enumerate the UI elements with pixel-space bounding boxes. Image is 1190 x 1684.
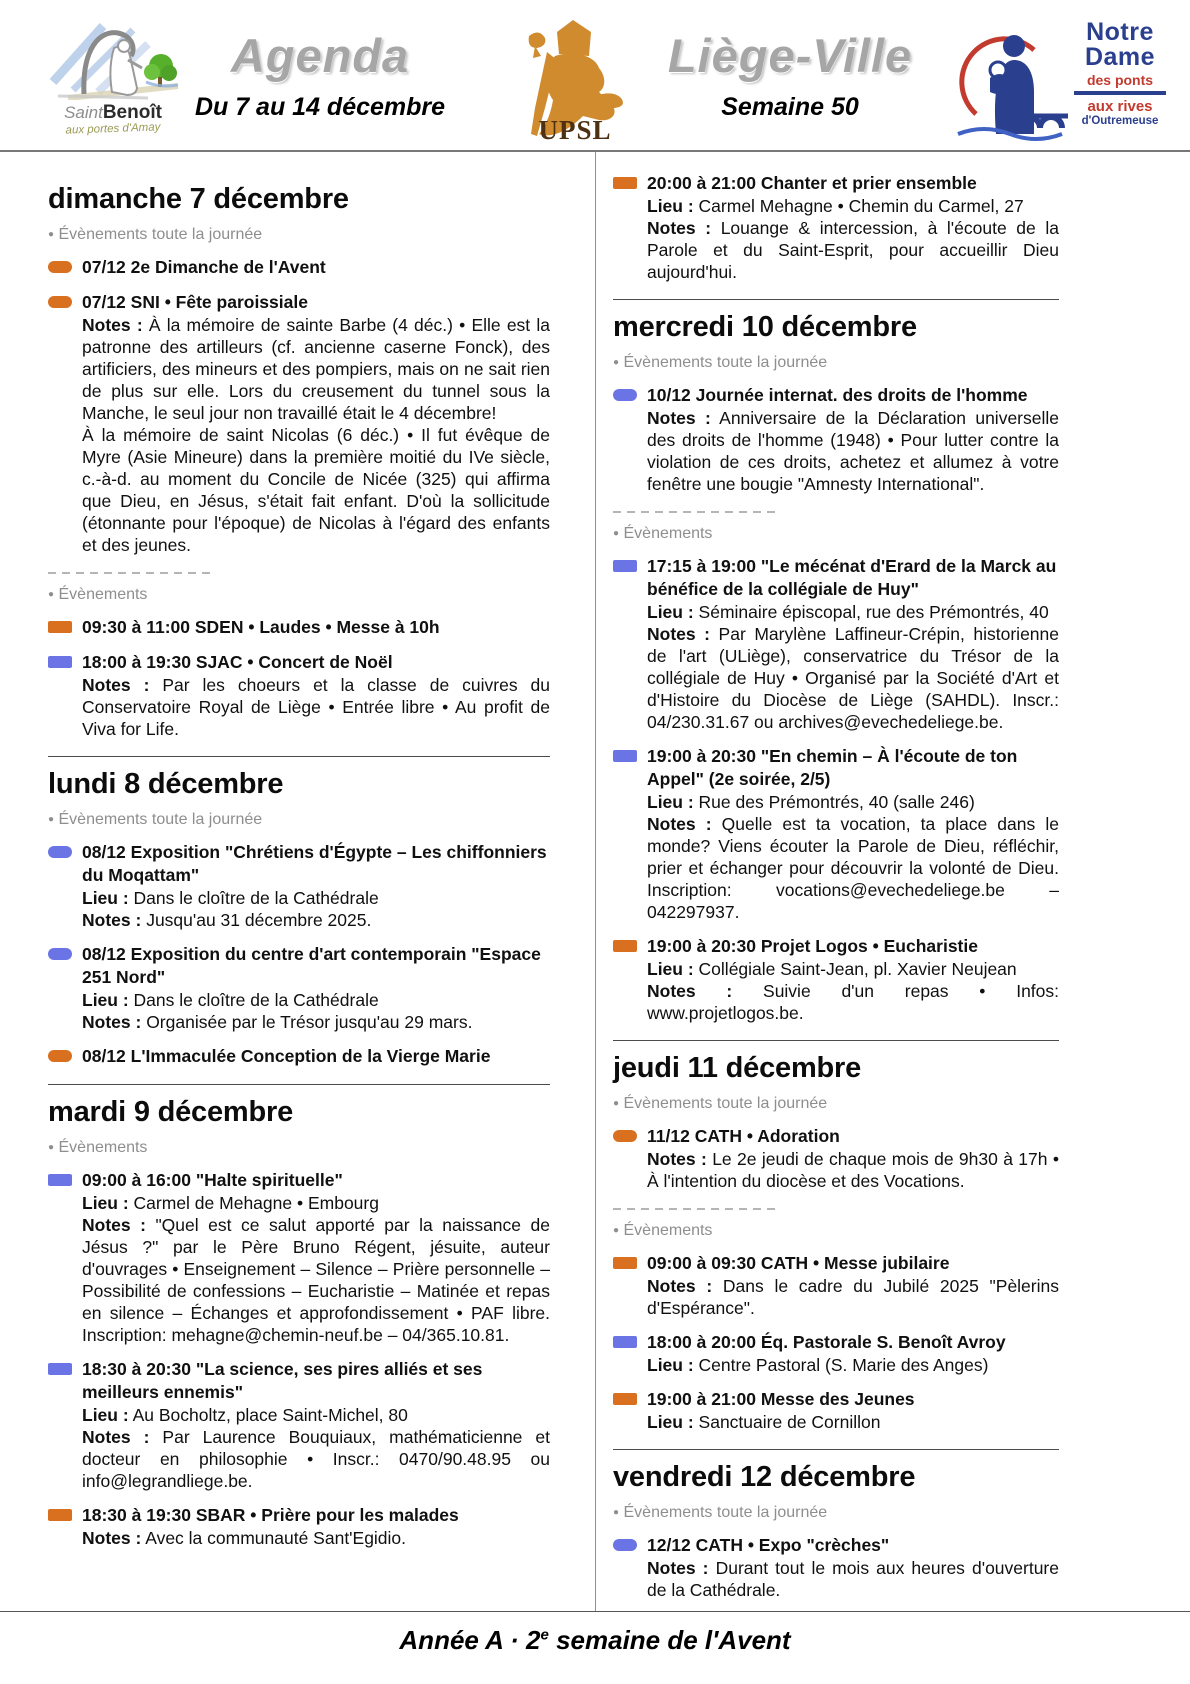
detail-label: Lieu :	[82, 1192, 129, 1213]
event-body	[82, 841, 550, 931]
event-title: 10/12 Journée internat. des droits de l'homme	[647, 384, 1028, 405]
agenda-title: Agenda	[230, 29, 410, 82]
event-detail-line: Notes : "Quel est ce salut apporté par la naissance de Jésus ?" par le Père Bruno Régent, jésuite, auteur d'ouvrages • Enseignement – Silence – Prière personnelle – Possibilité de confessions – Eucharistie – Matinée et repas en silence – Échanges et approfondissement • PAF libre. Inscription: mehagne@chemin-neuf.be – 04/365.10.81.	[82, 1214, 550, 1345]
event-detail-line: Notes : Suivie d'un repas • Infos: www.projetlogos.be.	[647, 980, 1060, 1023]
detail-label: Notes :	[647, 623, 710, 644]
day-title: mercredi 10 décembre	[613, 311, 917, 343]
event-category-marker	[613, 1393, 637, 1405]
notre-dame-logo-text	[1072, 20, 1168, 128]
event-title: 19:00 à 21:00 Messe des Jeunes	[647, 1388, 915, 1409]
event-detail-line: Lieu : Séminaire épiscopal, rue des Prémontrés, 40	[647, 601, 1049, 622]
saint-benoit-logo-tagline: aux portes d'Amay	[65, 121, 161, 137]
event-detail-line: Lieu : Rue des Prémontrés, 40 (salle 246)	[647, 791, 975, 812]
page-footer	[0, 1611, 1190, 1684]
event-detail-line: Notes : Louange & intercession, à l'écoute de la Parole et du Saint-Esprit, pour accueillir Dieu aujourd'hui.	[647, 218, 1059, 282]
logo-line: aux rives	[1087, 98, 1153, 115]
logo-line: Notre	[1086, 18, 1154, 46]
event-detail-line: Lieu : Carmel de Mehagne • Embourg	[82, 1192, 379, 1213]
event-category-marker	[613, 1257, 637, 1269]
event	[613, 1534, 1059, 1601]
event-body	[647, 1252, 1059, 1319]
event-category-marker	[613, 177, 637, 189]
event-title: 19:00 à 20:30 Projet Logos • Eucharistie	[647, 935, 978, 956]
event-title: 18:30 à 20:30 "La science, ses pires alliés et ses meilleurs ennemis"	[82, 1358, 483, 1402]
section-label: ● Évènements toute la journée	[613, 353, 828, 371]
bullet-icon: ●	[48, 588, 55, 600]
detail-label: Notes :	[82, 1214, 146, 1235]
event-category-marker	[613, 560, 637, 572]
bullet-icon: ●	[48, 228, 55, 240]
detail-label: Lieu :	[82, 989, 129, 1010]
event	[613, 172, 1059, 283]
event-body	[82, 943, 550, 1033]
event-category-marker	[613, 750, 637, 762]
event-category-marker	[48, 1509, 72, 1521]
detail-label: Notes :	[647, 218, 712, 238]
event	[48, 1045, 550, 1068]
event-category-marker	[613, 1539, 637, 1551]
section-label: ● Évènements	[613, 1221, 713, 1239]
event-category-marker	[613, 389, 637, 401]
event	[613, 555, 1059, 733]
event-category-marker	[48, 656, 72, 668]
city-title: Liège-Ville	[667, 29, 913, 82]
detail-label: Notes :	[82, 1426, 150, 1447]
detail-label: Lieu :	[82, 1404, 129, 1425]
event-title: 08/12 Exposition du centre d'art contemporain "Espace 251 Nord"	[82, 943, 541, 987]
detail-label: Notes :	[647, 813, 712, 834]
bullet-icon: ●	[613, 356, 620, 368]
event-detail-line: Lieu : Collégiale Saint-Jean, pl. Xavier Neujean	[647, 958, 1017, 979]
event-title: 09:00 à 09:30 CATH • Messe jubilaire	[647, 1252, 950, 1273]
detail-label: Lieu :	[647, 791, 694, 812]
event	[613, 1125, 1059, 1192]
event-detail-line: Notes : Anniversaire de la Déclaration universelle des droits de l'homme (1948) • Pour lutter contre la violation de ces droits, achetez et allumez à votre fenêtre une bougie "Amnesty International".	[647, 407, 1059, 494]
dashed-separator	[48, 572, 216, 574]
event-category-marker	[48, 846, 72, 858]
event-category-marker	[48, 1174, 72, 1186]
right-column	[613, 152, 1059, 1611]
day-separator-rule	[48, 1084, 550, 1085]
logo-line: Dame	[1084, 43, 1156, 71]
detail-label: Notes :	[647, 1275, 713, 1296]
detail-label: Notes :	[82, 1011, 142, 1032]
event-title: 07/12 2e Dimanche de l'Avent	[82, 256, 326, 277]
day-separator-rule	[613, 299, 1059, 300]
event-detail-line: Lieu : Sanctuaire de Cornillon	[647, 1411, 881, 1432]
agenda-date-range: Du 7 au 14 décembre	[194, 93, 446, 121]
detail-label: Notes :	[82, 314, 143, 335]
event	[48, 256, 550, 279]
event	[48, 841, 550, 931]
event-title: 20:00 à 21:00 Chanter et prier ensemble	[647, 173, 977, 193]
logo-line: des ponts	[1086, 72, 1154, 88]
event-title: 08/12 Exposition "Chrétiens d'Égypte – Les chiffonniers du Moqattam"	[82, 841, 547, 885]
page-header	[0, 0, 1190, 152]
day-title: mardi 9 décembre	[48, 1095, 294, 1128]
detail-label: Lieu :	[647, 196, 694, 216]
event-detail-line: Lieu : Au Bocholtz, place Saint-Michel, 80	[82, 1404, 408, 1425]
day-separator-rule	[613, 1449, 1059, 1450]
event-category-marker	[48, 296, 72, 308]
detail-label: Lieu :	[82, 887, 129, 908]
section-label: ● Évènements	[613, 524, 713, 542]
event-detail-line: Notes : Par les choeurs et la classe de cuivres du Conservatoire Royal de Liège • Entrée libre • Au profit de Viva for Life.	[82, 674, 550, 739]
week-number: Semaine 50	[721, 93, 859, 121]
event-body	[647, 555, 1059, 733]
event-title: 18:00 à 20:00 Éq. Pastorale S. Benoît Avroy	[647, 1331, 1006, 1352]
upsl-logo-text: UPSL	[538, 115, 612, 145]
detail-label: Lieu :	[647, 1411, 694, 1432]
event	[48, 943, 550, 1033]
bullet-icon: ●	[613, 527, 620, 539]
event-notes-paragraph: À la mémoire de saint Nicolas (6 déc.) • Il fut évêque de Myre (Asie Mineure) dans la première moitié du IVe siècle, c.-à-d. au moment du Concile de Nicée (325) qui affirma que Dieu, en Jésus, s'était fait enfant. D'où la sollicitude (étonnante pour l'époque) de Nicolas à l'égard des enfants et des jeunes.	[82, 424, 550, 555]
event-body	[82, 256, 550, 279]
event-detail-line: Lieu : Dans le cloître de la Cathédrale	[82, 887, 379, 908]
section-label: ● Évènements toute la journée	[613, 1503, 828, 1521]
event	[613, 384, 1059, 495]
event-detail-line: Lieu : Carmel Mehagne • Chemin du Carmel, 27	[647, 196, 1024, 216]
event	[48, 1169, 550, 1346]
event-title: 09:00 à 16:00 "Halte spirituelle"	[82, 1169, 343, 1190]
event-detail-line: Notes : Organisée par le Trésor jusqu'au 29 mars.	[82, 1011, 473, 1032]
bullet-icon: ●	[48, 1141, 55, 1153]
section-label: ● Évènements	[48, 585, 148, 603]
section-label: ● Évènements	[48, 1138, 148, 1156]
logo-divider-bar	[1074, 91, 1166, 95]
left-column	[48, 152, 550, 1611]
event-body	[647, 935, 1059, 1024]
event	[613, 745, 1059, 923]
event-body	[82, 1169, 550, 1346]
event-category-marker	[48, 261, 72, 273]
event-title: 11/12 CATH • Adoration	[647, 1125, 840, 1146]
event-title: 08/12 L'Immaculée Conception de la Vierge Marie	[82, 1045, 491, 1066]
event-body	[82, 616, 550, 639]
event-detail-line: Lieu : Centre Pastoral (S. Marie des Anges)	[647, 1354, 989, 1375]
event-detail-line: Notes : Avec la communauté Sant'Egidio.	[82, 1527, 407, 1548]
logo-name-part: Saint	[64, 103, 103, 122]
logo-line: d'Outremeuse	[1081, 115, 1159, 127]
event-detail-line: Notes : Le 2e jeudi de chaque mois de 9h30 à 17h • À l'intention du diocèse et des Vocations.	[647, 1148, 1059, 1191]
event	[613, 1252, 1059, 1319]
event	[613, 1388, 1059, 1433]
detail-label: Notes :	[82, 1527, 142, 1548]
event-category-marker	[613, 1336, 637, 1348]
day-title: dimanche 7 décembre	[48, 183, 349, 215]
event	[613, 935, 1059, 1024]
event	[48, 1358, 550, 1492]
event-category-marker	[48, 621, 72, 633]
detail-label: Notes :	[82, 909, 142, 930]
detail-label: Notes :	[647, 407, 711, 428]
event	[48, 291, 550, 556]
event-title: 18:30 à 19:30 SBAR • Prière pour les malades	[82, 1504, 459, 1525]
event-category-marker	[48, 948, 72, 960]
agenda-body	[0, 152, 1190, 1611]
event-body	[647, 172, 1059, 283]
event-title: 09:30 à 11:00 SDEN • Laudes • Messe à 10h	[82, 616, 440, 637]
detail-label: Notes :	[647, 980, 733, 1001]
day-title: jeudi 11 décembre	[613, 1051, 862, 1084]
notre-dame-logo-drawing	[948, 16, 1072, 142]
day-separator-rule	[613, 1040, 1059, 1041]
logo-name-part: Benoît	[102, 102, 162, 123]
event-title: 12/12 CATH • Expo "crèches"	[647, 1534, 890, 1555]
event-body	[82, 291, 550, 556]
event-detail-line: Notes : Quelle est ta vocation, ta place dans le monde? Viens écouter la Parole de Dieu, réfléchir, prier et échanger pour découvrir la volonté de Dieu. Inscription: vocations@evechedeliege.be – 042297937.	[647, 813, 1059, 922]
event-detail-line: Notes : Par Laurence Bouquiaux, mathématicienne et docteur en philosophie • Inscr.: 0470/90.48.95 ou info@legrandliege.be.	[82, 1426, 550, 1491]
detail-label: Notes :	[647, 1148, 707, 1169]
bullet-icon: ●	[613, 1097, 620, 1109]
event-body	[647, 745, 1059, 923]
day-title: vendredi 12 décembre	[613, 1460, 916, 1493]
event-body	[82, 651, 550, 740]
event-body	[647, 384, 1059, 495]
detail-label: Lieu :	[647, 958, 694, 979]
event-body	[647, 1534, 1059, 1601]
upsl-logo	[495, 16, 655, 144]
event	[48, 651, 550, 740]
section-label: ● Évènements toute la journée	[613, 1094, 828, 1112]
dashed-separator	[613, 1208, 781, 1210]
dashed-separator	[613, 511, 781, 513]
event-detail-line: Notes : Dans le cadre du Jubilé 2025 "Pèlerins d'Espérance".	[647, 1275, 1059, 1318]
event-body	[82, 1504, 550, 1549]
event	[48, 616, 550, 639]
agenda-title-block	[170, 29, 470, 121]
event-body	[647, 1331, 1059, 1376]
liturgical-week-label: Année $A \cdot 2^e$ semaine de l'Avent	[399, 1625, 791, 1655]
event-category-marker	[613, 1130, 637, 1142]
event	[48, 1504, 550, 1549]
detail-label: Notes :	[82, 674, 150, 695]
column-divider	[595, 152, 596, 1611]
event-category-marker	[48, 1363, 72, 1375]
event-category-marker	[613, 940, 637, 952]
event-body	[647, 1388, 1059, 1433]
city-title-block	[650, 29, 930, 121]
event-detail-line: Notes : Par Marylène Laffineur-Crépin, historienne de l'art (ULiège), conservatrice du Trésor de la collégiale de Huy • Organisé par la Société d'Art et d'Histoire du Diocèse de Liège (SAHDL). Inscr.: 04/230.31.67 ou archives@evechedeliege.be.	[647, 623, 1060, 732]
event-title: 17:15 à 19:00 "Le mécénat d'Erard de la Marck au bénéfice de la collégiale de Huy"	[647, 555, 1057, 599]
bullet-icon: ●	[613, 1506, 620, 1518]
event-detail-line: Lieu : Dans le cloître de la Cathédrale	[82, 989, 379, 1010]
notre-dame-logo	[948, 16, 1168, 142]
event-detail-line: Notes : Jusqu'au 31 décembre 2025.	[82, 909, 372, 930]
day-separator-rule	[48, 756, 550, 757]
event-title: 18:00 à 19:30 SJAC • Concert de Noël	[82, 651, 393, 672]
section-label: ● Évènements toute la journée	[48, 225, 263, 243]
detail-label: Notes :	[647, 1557, 709, 1578]
event-category-marker	[48, 1050, 72, 1062]
bullet-icon: ●	[48, 813, 55, 825]
event	[613, 1331, 1059, 1376]
event-body	[647, 1125, 1059, 1192]
event-title: 07/12 SNI • Fête paroissiale	[82, 291, 308, 312]
event-detail-line: Notes : Durant tout le mois aux heures d'ouverture de la Cathédrale.	[647, 1557, 1059, 1600]
day-title: lundi 8 décembre	[48, 767, 284, 800]
section-label: ● Évènements toute la journée	[48, 810, 263, 828]
detail-label: Lieu :	[647, 601, 694, 622]
event-detail-line: Notes : À la mémoire de sainte Barbe (4 déc.) • Elle est la patronne des artilleurs (cf. ancienne caserne Fonck), des artificiers, des mineurs et des pompiers, mais on ne sait rien de plus sur elle. Lors du creusement du tunnel sous la Manche, le seul jour non travaillé était le 4 décembre!	[82, 314, 550, 423]
event-body	[82, 1358, 550, 1492]
event-title: 19:00 à 20:30 "En chemin – À l'écoute de ton Appel" (2e soirée, 2/5)	[647, 745, 1018, 789]
event-body	[82, 1045, 550, 1068]
bullet-icon: ●	[613, 1224, 620, 1236]
detail-label: Lieu :	[647, 1354, 694, 1375]
